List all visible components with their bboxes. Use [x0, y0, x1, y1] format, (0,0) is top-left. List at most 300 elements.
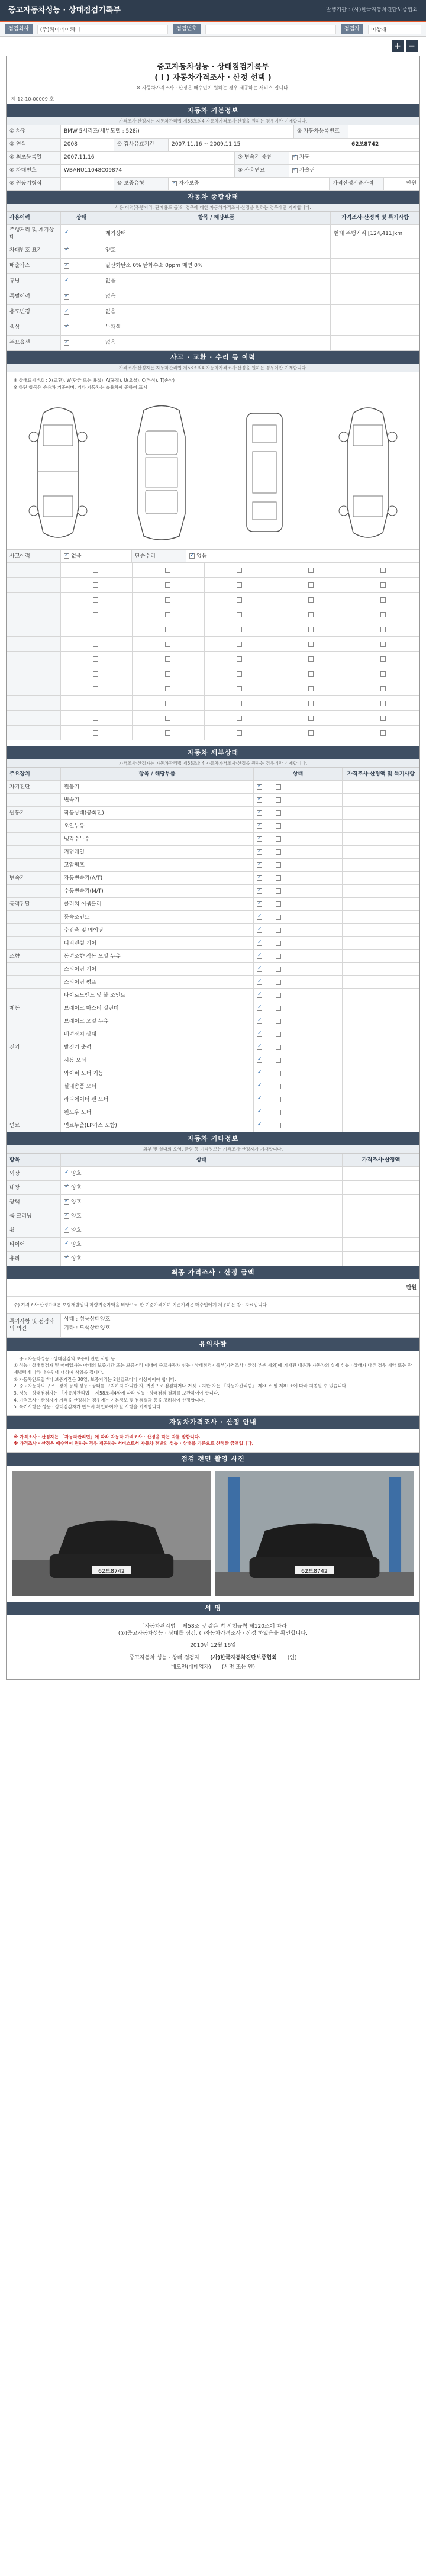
- device-label: [7, 1106, 61, 1119]
- checkbox-icon[interactable]: [165, 686, 170, 691]
- zoom-in-button[interactable]: +: [392, 40, 404, 52]
- row-valuation: [331, 289, 419, 304]
- device-label: 원동기: [7, 807, 61, 819]
- grid-cell: [276, 711, 348, 725]
- device-label: [7, 885, 61, 897]
- checkbox-icon[interactable]: [276, 1058, 281, 1063]
- valuation-cell: [343, 989, 419, 1002]
- table-row: [7, 274, 419, 289]
- row-value: 계기상태: [102, 225, 331, 243]
- checkbox-icon[interactable]: [276, 1045, 281, 1050]
- other-info-rows: [7, 1167, 419, 1266]
- sign-line-1: 「자동차관리법」 제58조 및 같은 법 시행규칙 제120조에 따라: [139, 1624, 287, 1630]
- state-value: 양호: [71, 1170, 82, 1177]
- col-status: 상태: [61, 212, 102, 224]
- checkbox-icon[interactable]: [257, 993, 262, 998]
- row-label: 튜닝: [7, 274, 61, 289]
- checkbox-icon[interactable]: [276, 888, 281, 894]
- grid-cell: [205, 637, 276, 651]
- section-note: 가격조사·산정자는 자동차관리법 제58조의4 자동차가격조사·산정을 원하는 경우에만 기재합니다.: [7, 117, 419, 125]
- checkbox-icon[interactable]: [276, 1071, 281, 1076]
- col-valuation: 가격조사·산정액: [362, 1157, 401, 1163]
- document-title: 중고자동차성능 · 상태점검기록부: [157, 63, 269, 72]
- label-plate: ② 자동차등록번호: [294, 125, 348, 138]
- checkbox-icon[interactable]: [93, 642, 98, 647]
- table-row: [7, 1002, 419, 1015]
- state-options: [254, 1106, 343, 1119]
- item-label: 작동상태(공회전): [61, 807, 254, 819]
- checkbox-icon[interactable]: [237, 612, 242, 617]
- checkbox-icon[interactable]: [64, 1171, 69, 1176]
- table-row: [7, 1067, 419, 1080]
- device-label: 자기진단: [7, 781, 61, 793]
- grid-cell: [348, 652, 419, 666]
- checkbox-icon[interactable]: [237, 627, 242, 632]
- checkbox-icon[interactable]: [237, 671, 242, 677]
- label-fuel: ⑧ 사용연료: [235, 165, 289, 177]
- checkbox-icon[interactable]: [380, 730, 386, 736]
- section-note: 외부 및 실내의 오염, 긁힘 등 기타정보는 가격조사·산정자가 기재합니다.: [7, 1145, 419, 1154]
- inspector-field[interactable]: 이상재: [368, 25, 421, 34]
- checkbox-icon[interactable]: [380, 671, 386, 677]
- device-label: [7, 820, 61, 832]
- status-options: [61, 320, 102, 335]
- checkbox-icon[interactable]: [64, 231, 69, 236]
- grid-cell: [205, 711, 276, 725]
- checkbox-icon[interactable]: [257, 888, 262, 894]
- checkbox-icon[interactable]: [276, 784, 281, 790]
- checkbox-icon[interactable]: [380, 582, 386, 588]
- checkbox-icon[interactable]: [257, 1058, 262, 1063]
- document-number: 제 12-10-00009 호: [11, 96, 54, 102]
- device-label: 동력전달: [7, 898, 61, 910]
- state-options: [254, 1002, 343, 1015]
- checkbox-icon[interactable]: [276, 797, 281, 803]
- grid-cell: [61, 607, 133, 622]
- checkbox-icon[interactable]: [93, 730, 98, 736]
- checkbox-icon[interactable]: [237, 642, 242, 647]
- checkbox-icon[interactable]: [165, 701, 170, 706]
- checkbox-icon[interactable]: [64, 1185, 69, 1190]
- table-row: [7, 1238, 419, 1252]
- grid-cell: [61, 578, 133, 592]
- checkbox-icon[interactable]: [165, 716, 170, 721]
- checkbox-icon[interactable]: [257, 784, 262, 790]
- checkbox-icon[interactable]: [257, 1032, 262, 1037]
- checkbox-icon[interactable]: [257, 836, 262, 842]
- info-row: [7, 125, 419, 139]
- checkbox-icon[interactable]: [380, 656, 386, 662]
- device-label: [7, 1093, 61, 1106]
- checkbox-icon[interactable]: [380, 701, 386, 706]
- checkbox-icon[interactable]: [276, 993, 281, 998]
- table-row: [7, 794, 419, 807]
- valuation-cell: [343, 1028, 419, 1041]
- checkbox-icon[interactable]: [276, 1032, 281, 1037]
- checkbox-icon[interactable]: [93, 568, 98, 573]
- checkbox-icon[interactable]: [64, 279, 69, 284]
- state-value: 양호: [71, 1255, 82, 1262]
- valuation-cell: [343, 1195, 419, 1209]
- grid-cell: [133, 593, 204, 607]
- remark-opinion: 상태 : 성능상태양호: [64, 1316, 111, 1322]
- checkbox-icon[interactable]: [64, 1242, 69, 1247]
- checkbox-icon[interactable]: [276, 862, 281, 868]
- state-value: 양호: [71, 1184, 82, 1191]
- detail-status-rows: [7, 781, 419, 1132]
- col-state: 상태: [254, 768, 343, 780]
- checkbox-icon[interactable]: [276, 1123, 281, 1128]
- checkbox-icon[interactable]: [165, 642, 170, 647]
- checkbox-icon[interactable]: [380, 642, 386, 647]
- remarks-values: [61, 1314, 419, 1337]
- checkbox-icon[interactable]: [308, 730, 314, 736]
- checkbox-icon[interactable]: [257, 980, 262, 985]
- col-item: 항목 / 해당부품: [61, 768, 254, 780]
- checkbox-icon[interactable]: [276, 1006, 281, 1011]
- checkbox-icon[interactable]: [276, 967, 281, 972]
- checkbox-icon[interactable]: [93, 597, 98, 603]
- inspection-info-bar: [0, 22, 426, 37]
- status-options: [61, 225, 102, 243]
- state-options: [254, 872, 343, 884]
- table-row: [7, 807, 419, 820]
- state-options: [61, 1238, 343, 1251]
- table-row: [7, 911, 419, 924]
- checkbox-icon[interactable]: [308, 701, 314, 706]
- checkbox-icon[interactable]: [308, 568, 314, 573]
- checkbox-icon[interactable]: [165, 627, 170, 632]
- section-note: 가격조사·산정자는 자동차관리법 제58조의4 자동차가격조사·산정을 원하는 경우에만 기재합니다.: [7, 364, 419, 372]
- checkbox-icon[interactable]: [276, 1097, 281, 1102]
- row-label: [7, 607, 61, 622]
- label-transmission: ⑦ 변속기 종류: [235, 152, 289, 164]
- grid-cell: [276, 696, 348, 710]
- row-value: 무채색: [102, 320, 331, 335]
- checkbox-icon[interactable]: [237, 716, 242, 721]
- checkbox-icon[interactable]: [257, 928, 262, 933]
- item-label: 브레이크 오일 누유: [61, 1015, 254, 1028]
- row-label: 내장: [7, 1181, 61, 1194]
- checkbox-icon[interactable]: [257, 849, 262, 855]
- front-photo[interactable]: [12, 1471, 211, 1596]
- valuation-text: [7, 1429, 419, 1453]
- checkbox-icon[interactable]: [237, 701, 242, 706]
- checkbox-icon[interactable]: [257, 954, 262, 959]
- row-label: [7, 696, 61, 710]
- section-note: 사용 이력(주행거리, 판매용도 등)의 경우에 대한 자동차가격조사·산정을 원하는 경우에만 기재합니다.: [7, 204, 419, 212]
- grid-cell: [348, 711, 419, 725]
- valuation-line-1: ※ 가격조사 · 산정자는 「자동차관리법」에 따라 자동차 가격조사 · 산정을 하는 자를 말합니다.: [14, 1434, 201, 1440]
- checkbox-icon[interactable]: [276, 941, 281, 946]
- checkbox-icon[interactable]: [257, 941, 262, 946]
- checkbox-icon[interactable]: [257, 1019, 262, 1024]
- checkbox-icon[interactable]: [257, 823, 262, 829]
- checkbox-icon[interactable]: [257, 901, 262, 907]
- status-options: [61, 274, 102, 289]
- photo-row: [7, 1466, 419, 1602]
- item-label: 실내송풍 모터: [61, 1080, 254, 1093]
- valuation-cell: [343, 1067, 419, 1080]
- checkbox-icon[interactable]: [237, 568, 242, 573]
- checkbox-icon[interactable]: [308, 582, 314, 588]
- device-label: [7, 1054, 61, 1067]
- checkbox-icon[interactable]: [64, 310, 69, 315]
- checkbox-icon[interactable]: [308, 686, 314, 691]
- status-options: [61, 259, 102, 273]
- grid-cell: [133, 726, 204, 740]
- checkbox-icon[interactable]: [257, 967, 262, 972]
- row-label: [7, 726, 61, 740]
- valuation-cell: [343, 1238, 419, 1251]
- checkbox-icon[interactable]: [64, 263, 69, 269]
- item-label: 원동기: [61, 781, 254, 793]
- checkbox-icon[interactable]: [276, 1019, 281, 1024]
- item-label: 발전기 출력: [61, 1041, 254, 1054]
- document-header: [7, 56, 419, 95]
- checkbox-icon[interactable]: [93, 701, 98, 706]
- checkbox-icon[interactable]: [165, 730, 170, 736]
- checkbox-icon[interactable]: [64, 325, 69, 330]
- checkbox-icon[interactable]: [257, 1045, 262, 1050]
- value-transmission: 자동: [299, 154, 310, 161]
- label-warranty: ⑩ 보증유형: [114, 178, 169, 190]
- grid-cell: [133, 637, 204, 651]
- checkbox-icon[interactable]: [189, 553, 195, 559]
- item-label: 등속조인트: [61, 911, 254, 923]
- item-label: 추진축 및 베어링: [61, 924, 254, 936]
- table-row: [7, 859, 419, 872]
- state-options: [254, 781, 343, 793]
- valuation-cell: [343, 820, 419, 832]
- final-price-unit: 만원: [406, 1284, 417, 1291]
- state-options: [254, 1041, 343, 1054]
- valuation-cell: [343, 859, 419, 871]
- section-photos: 점검 전면 촬영 사진: [7, 1453, 419, 1466]
- grid-cell: [205, 696, 276, 710]
- table-row: [7, 885, 419, 898]
- checkbox-icon[interactable]: [237, 597, 242, 603]
- state-options: [254, 1080, 343, 1093]
- label-accident: 사고이력: [7, 550, 61, 562]
- checkbox-icon[interactable]: [308, 612, 314, 617]
- state-options: [61, 1181, 343, 1194]
- checkbox-icon[interactable]: [165, 582, 170, 588]
- valuation-cell: [343, 833, 419, 845]
- checkbox-icon[interactable]: [276, 849, 281, 855]
- checkbox-icon[interactable]: [276, 1110, 281, 1115]
- checkbox-icon[interactable]: [292, 168, 298, 173]
- checkbox-icon[interactable]: [257, 810, 262, 816]
- car-diagram: [7, 395, 419, 550]
- value-registration-no: 62보8742: [351, 141, 379, 148]
- front-car-image: [12, 1471, 211, 1596]
- state-options: [254, 794, 343, 806]
- table-row: [7, 989, 419, 1002]
- grid-cell: [133, 563, 204, 577]
- checkbox-icon[interactable]: [64, 294, 69, 300]
- checkbox-icon[interactable]: [93, 627, 98, 632]
- checkbox-icon[interactable]: [276, 836, 281, 842]
- checkbox-icon[interactable]: [276, 928, 281, 933]
- item-label: 타이로드엔드 및 볼 조인트: [61, 989, 254, 1002]
- checkbox-icon[interactable]: [380, 627, 386, 632]
- table-row: [7, 622, 419, 637]
- item-label: 클러치 어셈블리: [61, 898, 254, 910]
- row-label: [7, 563, 61, 577]
- checkbox-icon[interactable]: [64, 1199, 69, 1205]
- checkbox-icon[interactable]: [237, 730, 242, 736]
- valuation-cell: [343, 1209, 419, 1223]
- checkbox-icon[interactable]: [93, 716, 98, 721]
- service-note: ※ 자동차가격조사 · 산정은 매수인이 원하는 경우 제공하는 서비스 입니다.: [136, 85, 290, 91]
- info-row: [7, 139, 419, 152]
- checkbox-icon[interactable]: [257, 797, 262, 803]
- item-label: 시동 모터: [61, 1054, 254, 1067]
- status-options: [61, 243, 102, 258]
- valuation-cell: [343, 1119, 419, 1132]
- remark-etc: 기타 : 도색상태양호: [64, 1325, 111, 1331]
- checkbox-icon[interactable]: [64, 1213, 69, 1219]
- checkbox-icon[interactable]: [64, 553, 69, 559]
- checkbox-icon[interactable]: [257, 1071, 262, 1076]
- table-row: [7, 1119, 419, 1132]
- checkbox-icon[interactable]: [276, 875, 281, 881]
- checkbox-icon[interactable]: [257, 1097, 262, 1102]
- checkbox-icon[interactable]: [165, 671, 170, 677]
- checkbox-icon[interactable]: [165, 568, 170, 573]
- state-options: [254, 833, 343, 845]
- grid-cell: [276, 622, 348, 636]
- notice-line: 5. 특기사항은 성능 · 상태점검자가 반드시 확인하여야 할 사항을 기재합니다.: [14, 1404, 162, 1410]
- row-label: 룸 크리닝: [7, 1209, 61, 1223]
- company-field[interactable]: (주)케이에이케이: [37, 25, 168, 34]
- checkbox-icon[interactable]: [276, 1084, 281, 1089]
- checkbox-icon[interactable]: [93, 612, 98, 617]
- issuer-link[interactable]: 발행기관 : (사)한국자동차진단보증협회: [326, 7, 418, 14]
- checkbox-icon[interactable]: [165, 656, 170, 662]
- state-options: [254, 911, 343, 923]
- checkbox-icon[interactable]: [165, 597, 170, 603]
- row-value: 없음: [102, 289, 331, 304]
- grid-cell: [205, 578, 276, 592]
- checkbox-icon[interactable]: [172, 181, 177, 186]
- checkbox-icon[interactable]: [257, 875, 262, 881]
- checkbox-icon[interactable]: [292, 155, 298, 160]
- checkbox-icon[interactable]: [308, 597, 314, 603]
- checkbox-icon[interactable]: [308, 642, 314, 647]
- label-car-name: ① 차명: [7, 125, 61, 138]
- table-row: [7, 1093, 419, 1106]
- grid-cell: [276, 593, 348, 607]
- table-row: [7, 225, 419, 243]
- checkbox-icon[interactable]: [276, 810, 281, 816]
- value-accident: 없음: [71, 553, 82, 559]
- item-label: 디퍼렌셜 기어: [61, 937, 254, 949]
- grid-cell: [348, 666, 419, 681]
- checkbox-icon[interactable]: [308, 656, 314, 662]
- table-row: [7, 937, 419, 950]
- checkbox-icon[interactable]: [257, 1123, 262, 1128]
- checkbox-icon[interactable]: [308, 627, 314, 632]
- checkbox-icon[interactable]: [257, 1084, 262, 1089]
- checkbox-icon[interactable]: [380, 686, 386, 691]
- checkbox-icon[interactable]: [308, 671, 314, 677]
- checkbox-icon[interactable]: [380, 612, 386, 617]
- checkbox-icon[interactable]: [276, 901, 281, 907]
- table-row: [7, 696, 419, 711]
- valuation-cell: [343, 1181, 419, 1194]
- checkbox-icon[interactable]: [64, 340, 69, 346]
- device-label: 제동: [7, 1002, 61, 1015]
- inspection-no-field[interactable]: [205, 25, 336, 34]
- checkbox-icon[interactable]: [380, 597, 386, 603]
- table-row: [7, 1041, 419, 1054]
- rear-car-image: [215, 1471, 414, 1596]
- device-label: 연료: [7, 1119, 61, 1132]
- col-state: 상태: [61, 1154, 343, 1166]
- section-basic-info: 자동차 기본정보: [7, 104, 419, 117]
- checkbox-icon[interactable]: [64, 1256, 69, 1261]
- row-valuation: [331, 305, 419, 320]
- checkbox-icon[interactable]: [93, 686, 98, 691]
- checkbox-icon[interactable]: [308, 716, 314, 721]
- car-top-diagram: [123, 401, 200, 543]
- checkbox-icon[interactable]: [64, 1228, 69, 1233]
- table-row: [7, 1080, 419, 1093]
- checkbox-icon[interactable]: [276, 823, 281, 829]
- table-row: [7, 637, 419, 652]
- section-other-info: 자동차 기타정보: [7, 1132, 419, 1145]
- checkbox-icon[interactable]: [257, 915, 262, 920]
- rear-photo[interactable]: [215, 1471, 414, 1596]
- checkbox-icon[interactable]: [276, 980, 281, 985]
- notice-line: 3. 성능 · 상태점검자는 「자동차관리법」 제58조제4항에 따라 성능 · 상태점검 결과를 보관하여야 합니다.: [14, 1390, 220, 1396]
- checkbox-icon[interactable]: [64, 248, 69, 253]
- checkbox-icon[interactable]: [380, 716, 386, 721]
- value-plate: [348, 125, 419, 138]
- checkbox-icon[interactable]: [237, 656, 242, 662]
- checkbox-icon[interactable]: [276, 915, 281, 920]
- table-row: [7, 1209, 419, 1223]
- state-options: [254, 846, 343, 858]
- checkbox-icon[interactable]: [237, 582, 242, 588]
- valuation-cell: [343, 807, 419, 819]
- checkbox-icon[interactable]: [257, 862, 262, 868]
- state-value: 양호: [71, 1241, 82, 1248]
- car-frame-diagram: [226, 401, 303, 543]
- checkbox-icon[interactable]: [93, 656, 98, 662]
- checkbox-icon[interactable]: [276, 954, 281, 959]
- device-label: [7, 846, 61, 858]
- state-options: [254, 807, 343, 819]
- state-value: 양호: [71, 1199, 82, 1205]
- checkbox-icon[interactable]: [380, 568, 386, 573]
- zoom-out-button[interactable]: −: [406, 40, 418, 52]
- checkbox-icon[interactable]: [93, 582, 98, 588]
- checkbox-icon[interactable]: [237, 686, 242, 691]
- grid-cell: [61, 696, 133, 710]
- table-row: [7, 924, 419, 937]
- device-label: [7, 1015, 61, 1028]
- checkbox-icon[interactable]: [165, 612, 170, 617]
- checkbox-icon[interactable]: [257, 1006, 262, 1011]
- checkbox-icon[interactable]: [93, 671, 98, 677]
- row-label: 휠: [7, 1223, 61, 1237]
- checkbox-icon[interactable]: [257, 1110, 262, 1115]
- valuation-cell: [343, 1106, 419, 1119]
- table-row: [7, 1223, 419, 1238]
